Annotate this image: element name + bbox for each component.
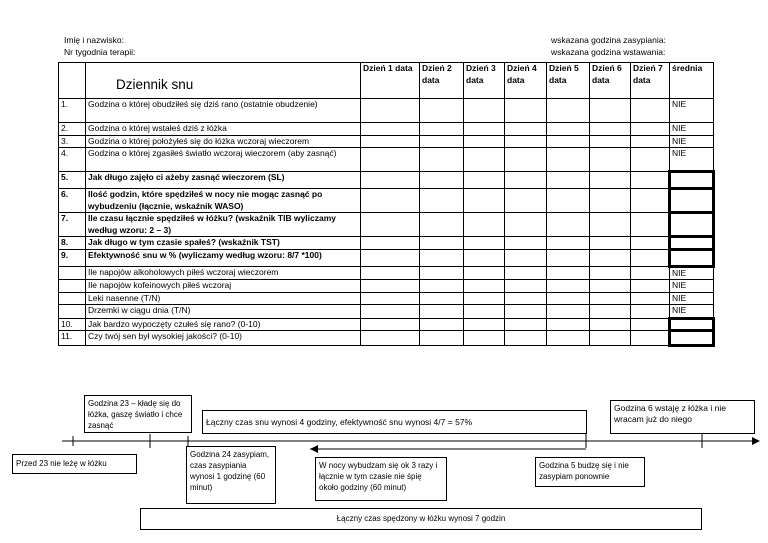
row-question: Godzina o której położyłeś się do łóżka wczoraj wieczorem [86, 135, 361, 148]
row-number: 3. [59, 135, 86, 148]
row-question: Ile napojów alkoholowych piłeś wczoraj wieczorem [86, 266, 361, 280]
day-1-header: Dzień 1 data [361, 63, 420, 99]
table-title: Dziennik snu [116, 77, 194, 92]
row-question: Ilość godzin, które spędziłeś w nocy nie mogąc zasnąć po wybudzeniu (łącznie, wskaźnik WASO) [86, 189, 361, 213]
row-question: Czy twój sen był wysokiej jakości? (0-10) [86, 331, 361, 346]
row-question: Godzina o której wstałeś dziś z łóżka [86, 123, 361, 136]
box-23: Godzina 23 – kładę się do łóżka, gaszę światło i chce zasnąć [84, 395, 192, 433]
row-number: 9. [59, 249, 86, 266]
wake-time-label: wskazana godzina wstawania: [551, 47, 666, 57]
row-question: Ile czasu łącznie spędziłeś w łóżku? (wskaźnik TIB wyliczamy według wzoru: 2 – 3) [86, 213, 361, 237]
day-2-header: Dzień 2 data [420, 63, 464, 99]
day-4-header: Dzień 4 data [505, 63, 547, 99]
average-cell: NIE [670, 266, 714, 280]
awake-arrow-left [310, 445, 318, 453]
row-number: 5. [59, 172, 86, 189]
week-label: Nr tygodnia terapii: [64, 47, 136, 57]
average-cell: NIE [670, 123, 714, 136]
row-question: Efektywność snu w % (wyliczamy według wzoru: 8/7 *100) [86, 249, 361, 266]
day-3-header: Dzień 3 data [464, 63, 505, 99]
day-5-header: Dzień 5 data [547, 63, 590, 99]
row-number: 8. [59, 237, 86, 250]
box-sleep-summary: Łączny czas snu wynosi 4 godziny, efektywność snu wynosi 4/7 = 57% [202, 410, 587, 434]
timeline-arrowhead [752, 437, 760, 445]
average-cell: NIE [670, 280, 714, 293]
row-number: 7. [59, 213, 86, 237]
average-cell: NIE [670, 135, 714, 148]
box-night: W nocy wybudzam się ok 3 razy i łącznie w tym czasie nie śpię około godziny (60 minut) [315, 457, 447, 501]
box-5: Godzina 5 budzę się i nie zasypiam ponownie [535, 457, 645, 487]
average-cell: NIE [670, 99, 714, 123]
row-question: Jak długo w tym czasie spałeś? (wskaźnik TST) [86, 237, 361, 250]
row-question: Jak bardzo wypoczęty czułeś się rano? (0-10) [86, 318, 361, 331]
row-question: Godzina o której obudziłeś się dziś rano (ostatnie obudzenie) [86, 99, 361, 123]
day-7-header: Dzień 7 data [631, 63, 670, 99]
box-6: Godzina 6 wstaję z łóżka i nie wracam już do niego [610, 400, 755, 434]
box-24: Godzina 24 zasypiam, czas zasypiania wynosi 1 godzinę (60 minut) [186, 446, 276, 504]
average-cell: NIE [670, 305, 714, 319]
box-bed-total: Łączny czas spędzony w łóżku wynosi 7 godzin [140, 508, 702, 530]
row-number: 2. [59, 123, 86, 136]
row-question: Ile napojów kofeinowych piłeś wczoraj [86, 280, 361, 293]
row-question: Drzemki w ciągu dnia (T/N) [86, 305, 361, 319]
box-before-23: Przed 23 nie leżę w łóżku [12, 454, 137, 474]
sleep-time-label: wskazana godzina zasypiania: [551, 35, 666, 45]
row-number: 4. [59, 148, 86, 172]
row-number: 10. [59, 318, 86, 331]
average-cell: NIE [670, 292, 714, 305]
row-question: Godzina o której zgasiłeś światło wczoraj wieczorem (aby zasnąć) [86, 148, 361, 172]
average-header: średnia [670, 63, 714, 99]
day-6-header: Dzień 6 data [590, 63, 631, 99]
row-number: 1. [59, 99, 86, 123]
row-number: 11. [59, 331, 86, 346]
row-question: Jak długo zajęło ci ażeby zasnąć wieczorem (SL) [86, 172, 361, 189]
name-label: Imię i nazwisko: [64, 35, 124, 45]
row-question: Leki nasenne (T/N) [86, 292, 361, 305]
row-number: 6. [59, 189, 86, 213]
average-cell: NIE [670, 148, 714, 172]
